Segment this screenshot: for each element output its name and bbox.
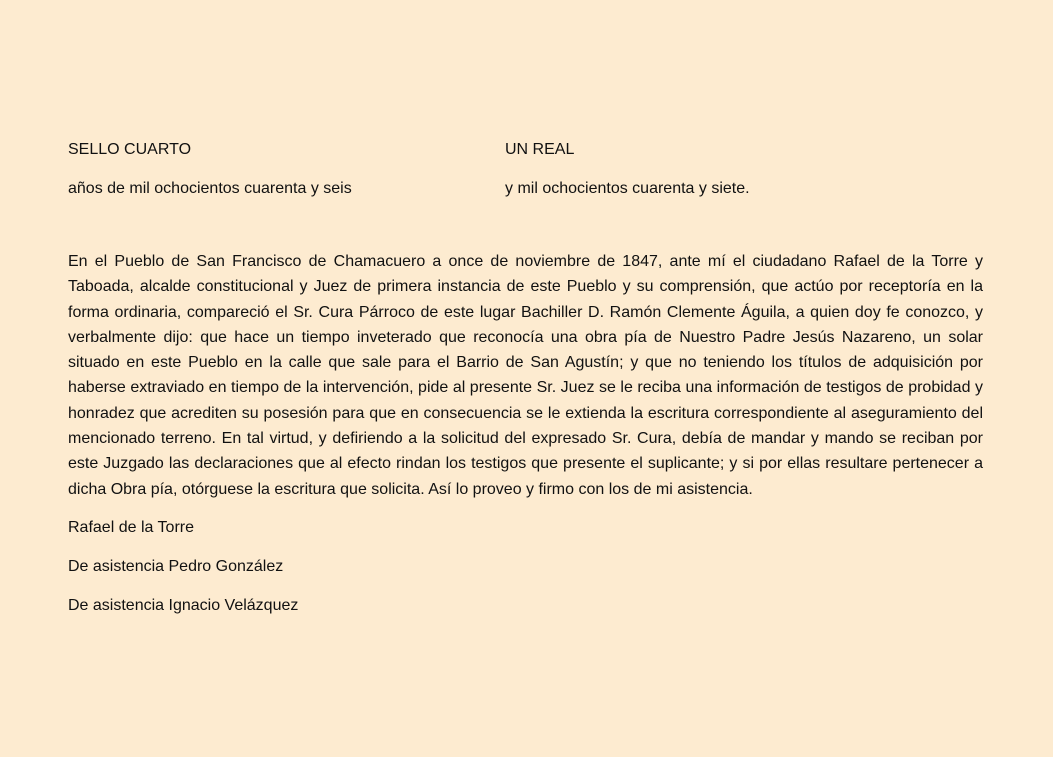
stamp-header-row [68,139,983,161]
signature-witness-2: De asistencia Ignacio Velázquez [68,596,299,614]
stamp-type: SELLO CUARTO [68,141,192,158]
stamp-years-right: y mil ochocientos cuarenta y siete. [505,180,750,197]
signature-witness-1: De asistencia Pedro González [68,557,284,575]
signature-alcalde: Rafael de la Torre [68,518,194,536]
document-page [68,139,983,617]
document-body-paragraph: En el Pueblo de San Francisco de Chamacuero a once de noviembre de 1847, ante mí el ciudadano Rafael de la Torre y Taboada, alcalde constitucional y Juez de primera instancia de este Pueblo y su comprensión, que actúo por receptoría en la forma ordinaria, compareció el Sr. Cura Párroco de este lugar Bachiller D. Ramón Clemente Águila, a quien doy fe conozco, y verbalmente dijo: que hace un tiempo inveterado que reconocía una obra pía de Nuestro Padre Jesús Nazareno, un solar situado en este Pueblo en la calle que sale para el Barrio de San Agustín; y que no teniendo los títulos de adquisición por haberse extraviado en tiempo de la intervención, pide al presente Sr. Juez se le reciba una información de testigos de probidad y honradez que acrediten su posesión para que en consecuencia se le extienda la escritura correspondiente al aseguramiento del mencionado terreno. En tal virtud, y defiriendo a la solicitud del expresado Sr. Cura, debía de mandar y mando se reciban por este Juzgado las declaraciones que al efecto rindan los testigos que presente el suplicante; y si por ellas resultare pertenecer a dicha Obra pía, otórguese la escritura que solicita. Así lo proveo y firmo con los de mi asistencia. [68,253,983,498]
stamp-years-left: años de mil ochocientos cuarenta y seis [68,180,352,197]
stamp-years-row [68,178,983,200]
stamp-value: UN REAL [505,141,575,158]
